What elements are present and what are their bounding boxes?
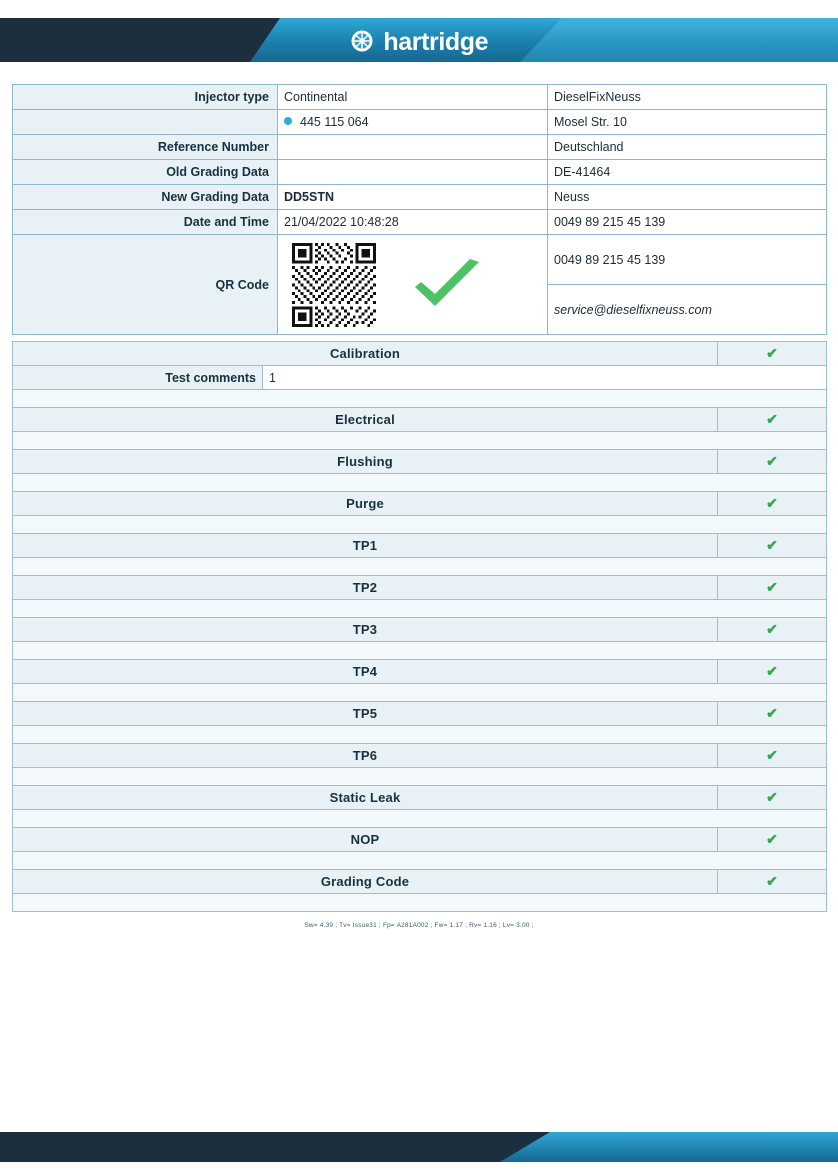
bullet-icon bbox=[284, 117, 292, 125]
info-label-blank-1 bbox=[13, 110, 278, 135]
info-label-qr-code: QR Code bbox=[13, 235, 278, 335]
status-badge-tp2: ✔ bbox=[718, 576, 827, 600]
brand-logo bbox=[0, 28, 838, 60]
status-badge-electrical: ✔ bbox=[718, 408, 827, 432]
table-row bbox=[13, 534, 827, 558]
info-label-reference-number: Reference Number bbox=[13, 135, 278, 160]
customer-street: Mosel Str. 10 bbox=[548, 110, 827, 135]
report-content bbox=[0, 84, 838, 929]
table-row bbox=[13, 618, 827, 642]
table-row bbox=[13, 450, 827, 474]
status-badge-tp3: ✔ bbox=[718, 618, 827, 642]
qr-code-cell bbox=[278, 235, 548, 335]
info-label-new-grading-data: New Grading Data bbox=[13, 185, 278, 210]
customer-city: Neuss bbox=[548, 185, 827, 210]
section-title-purge: Purge bbox=[13, 492, 718, 516]
customer-phone-2: 0049 89 215 45 139 bbox=[548, 235, 827, 285]
section-title-tp6: TP6 bbox=[13, 744, 718, 768]
table-row-spacer bbox=[13, 390, 827, 408]
table-row bbox=[13, 786, 827, 810]
customer-postcode: DE-41464 bbox=[548, 160, 827, 185]
info-value-reference-number bbox=[278, 135, 548, 160]
table-row bbox=[13, 210, 827, 235]
status-badge-flushing: ✔ bbox=[718, 450, 827, 474]
footer-accent-band bbox=[500, 1132, 838, 1162]
info-value-injector-type: Continental bbox=[278, 85, 548, 110]
section-title-calibration: Calibration bbox=[13, 342, 718, 366]
page-header bbox=[0, 0, 838, 78]
customer-name: DieselFixNeuss bbox=[548, 85, 827, 110]
test-comments-value: 1 bbox=[263, 366, 827, 390]
table-row-spacer bbox=[13, 600, 827, 618]
section-title-tp1: TP1 bbox=[13, 534, 718, 558]
table-row-spacer bbox=[13, 642, 827, 660]
table-row-spacer bbox=[13, 894, 827, 912]
section-title-electrical: Electrical bbox=[13, 408, 718, 432]
table-row bbox=[13, 576, 827, 600]
table-row bbox=[13, 870, 827, 894]
table-row-spacer bbox=[13, 558, 827, 576]
info-value-part-number bbox=[278, 110, 548, 135]
table-row bbox=[13, 828, 827, 852]
test-comments-label: Test comments bbox=[13, 366, 263, 390]
status-badge-calibration: ✔ bbox=[718, 342, 827, 366]
table-row-spacer bbox=[13, 684, 827, 702]
injector-info-table bbox=[12, 84, 827, 335]
check-mark-icon bbox=[410, 257, 484, 313]
table-row-spacer bbox=[13, 852, 827, 870]
info-value-new-grading-data: DD5STN bbox=[278, 185, 548, 210]
status-badge-nop: ✔ bbox=[718, 828, 827, 852]
status-badge-purge: ✔ bbox=[718, 492, 827, 516]
table-row bbox=[13, 702, 827, 726]
customer-country: Deutschland bbox=[548, 135, 827, 160]
table-row bbox=[13, 135, 827, 160]
test-results-table bbox=[12, 341, 827, 912]
customer-email: service@dieselfixneuss.com bbox=[548, 285, 827, 335]
table-row bbox=[13, 342, 827, 366]
table-row-spacer bbox=[13, 432, 827, 450]
gear-icon bbox=[350, 29, 374, 60]
table-row-spacer bbox=[13, 768, 827, 786]
section-title-static-leak: Static Leak bbox=[13, 786, 718, 810]
status-badge-tp6: ✔ bbox=[718, 744, 827, 768]
qr-code-icon bbox=[292, 243, 376, 327]
customer-phone-1: 0049 89 215 45 139 bbox=[548, 210, 827, 235]
table-row bbox=[13, 160, 827, 185]
info-value-date-and-time: 21/04/2022 10:48:28 bbox=[278, 210, 548, 235]
table-row bbox=[13, 492, 827, 516]
status-badge-tp1: ✔ bbox=[718, 534, 827, 558]
table-row bbox=[13, 185, 827, 210]
table-row bbox=[13, 110, 827, 135]
table-row bbox=[13, 744, 827, 768]
status-badge-tp5: ✔ bbox=[718, 702, 827, 726]
section-title-tp2: TP2 bbox=[13, 576, 718, 600]
table-row bbox=[13, 235, 827, 285]
status-badge-grading-code: ✔ bbox=[718, 870, 827, 894]
section-title-tp3: TP3 bbox=[13, 618, 718, 642]
footer-dark-shape bbox=[0, 1132, 560, 1162]
section-title-flushing: Flushing bbox=[13, 450, 718, 474]
info-label-old-grading-data: Old Grading Data bbox=[13, 160, 278, 185]
page-footer bbox=[0, 1124, 838, 1170]
info-label-date-and-time: Date and Time bbox=[13, 210, 278, 235]
info-label-injector-type: Injector type bbox=[13, 85, 278, 110]
status-badge-static-leak: ✔ bbox=[718, 786, 827, 810]
table-row-spacer bbox=[13, 516, 827, 534]
table-row bbox=[13, 85, 827, 110]
info-value-old-grading-data bbox=[278, 160, 548, 185]
table-row-spacer bbox=[13, 810, 827, 828]
brand-name: hartridge bbox=[383, 28, 489, 56]
table-row bbox=[13, 408, 827, 432]
section-title-tp5: TP5 bbox=[13, 702, 718, 726]
table-row-spacer bbox=[13, 474, 827, 492]
section-title-tp4: TP4 bbox=[13, 660, 718, 684]
table-row bbox=[13, 660, 827, 684]
part-number-text: 445 115 064 bbox=[300, 115, 369, 129]
software-version-footnote: Sw= 4.39 ; Tv= Issue31 ; Fp= A281A002 ; Fw= 1.17 ; Rv= 1.16 ; Lv= 3.00 ; bbox=[304, 922, 534, 929]
section-title-grading-code: Grading Code bbox=[13, 870, 718, 894]
section-title-nop: NOP bbox=[13, 828, 718, 852]
status-badge-tp4: ✔ bbox=[718, 660, 827, 684]
table-row-spacer bbox=[13, 726, 827, 744]
table-row bbox=[13, 366, 827, 390]
